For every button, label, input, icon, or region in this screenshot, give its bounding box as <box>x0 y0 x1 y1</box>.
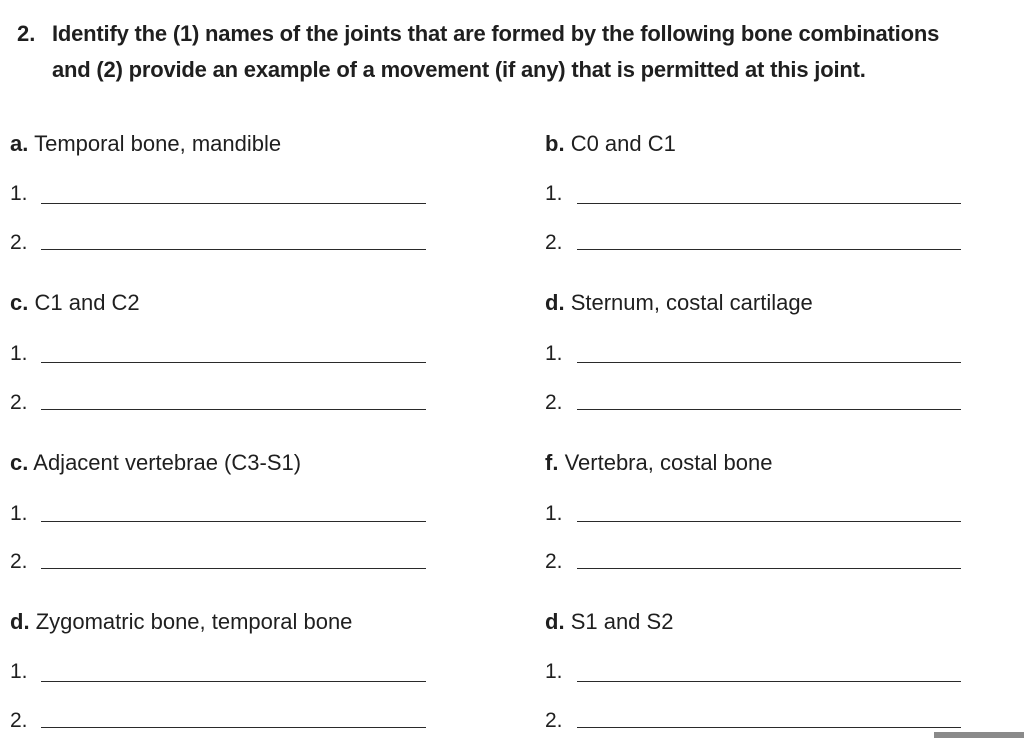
item-letter: d. <box>545 609 565 634</box>
item-letter: b. <box>545 131 565 156</box>
item-text: Sternum, costal cartilage <box>570 290 813 315</box>
answer-number: 1. <box>545 660 563 683</box>
answer-number: 1. <box>545 182 563 205</box>
answer-number: 2. <box>545 709 563 732</box>
answer-number: 2. <box>545 391 563 414</box>
item-text: C1 and C2 <box>34 290 140 315</box>
item-d-title <box>545 290 813 316</box>
item-text: Adjacent vertebrae (C3-S1) <box>33 450 302 475</box>
item-c-title <box>10 290 140 316</box>
item-letter: d. <box>545 290 565 315</box>
answer-number: 1. <box>10 182 28 205</box>
answer-line-1[interactable] <box>41 521 426 522</box>
answer-number: 2. <box>10 391 28 414</box>
item-text: S1 and S2 <box>570 609 674 634</box>
answer-line-2[interactable] <box>577 249 961 250</box>
item-letter: c. <box>10 450 29 475</box>
item-text: C0 and C1 <box>570 131 676 156</box>
answer-line-1[interactable] <box>577 362 961 363</box>
answer-line-1[interactable] <box>41 362 426 363</box>
answer-number: 1. <box>10 660 28 683</box>
answer-number: 1. <box>10 342 28 365</box>
answer-number: 1. <box>10 502 28 525</box>
answer-number: 2. <box>10 231 28 254</box>
item-letter: f. <box>545 450 559 475</box>
scrollbar-thumb[interactable] <box>934 732 1024 738</box>
item-d3-title <box>545 609 673 635</box>
item-text: Vertebra, costal bone <box>564 450 773 475</box>
answer-line-2[interactable] <box>577 727 961 728</box>
item-b-title <box>545 131 676 157</box>
answer-line-2[interactable] <box>41 568 426 569</box>
answer-line-2[interactable] <box>41 249 426 250</box>
answer-number: 2. <box>10 709 28 732</box>
answer-line-1[interactable] <box>577 203 961 204</box>
question-number: 2. <box>17 21 36 46</box>
answer-number: 2. <box>545 550 563 573</box>
answer-line-1[interactable] <box>577 681 961 682</box>
item-f-title <box>545 450 773 476</box>
item-text: Zygomatric bone, temporal bone <box>35 609 353 634</box>
answer-line-2[interactable] <box>41 727 426 728</box>
question-text: Identify the (1) names of the joints that are formed by the following bone combinations and (2) provide an example of a movement (if any) that is permitted at this joint. <box>52 21 940 82</box>
answer-number: 2. <box>545 231 563 254</box>
answer-line-2[interactable] <box>577 568 961 569</box>
answer-line-2[interactable] <box>41 409 426 410</box>
item-letter: d. <box>10 609 30 634</box>
item-text: Temporal bone, mandible <box>34 131 282 156</box>
item-letter: a. <box>10 131 29 156</box>
answer-number: 1. <box>545 502 563 525</box>
item-a-title <box>10 131 281 157</box>
answer-number: 2. <box>10 550 28 573</box>
item-c2-title <box>10 450 301 476</box>
answer-line-1[interactable] <box>577 521 961 522</box>
item-letter: c. <box>10 290 29 315</box>
answer-line-1[interactable] <box>41 203 426 204</box>
answer-line-2[interactable] <box>577 409 961 410</box>
answer-number: 1. <box>545 342 563 365</box>
answer-line-1[interactable] <box>41 681 426 682</box>
item-d2-title <box>10 609 352 635</box>
